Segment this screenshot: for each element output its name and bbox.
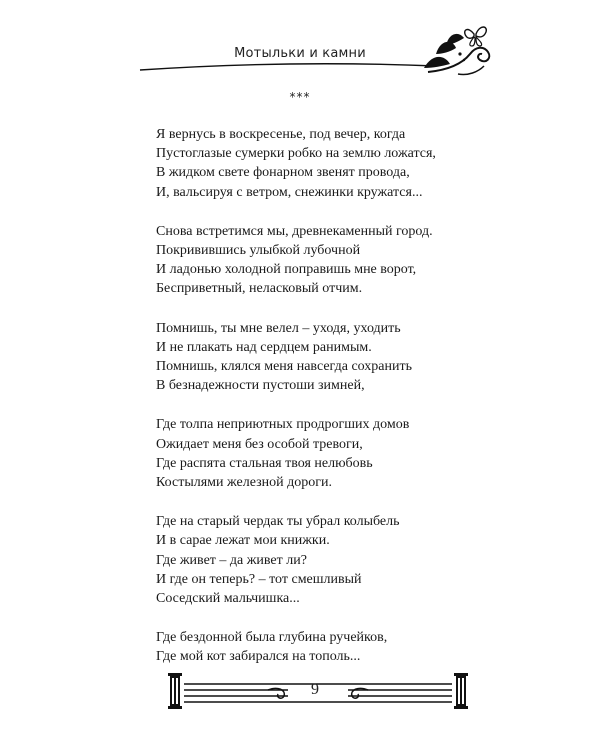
poem-line: И в сарае лежат мои книжки.: [156, 533, 330, 549]
poem-line: И где он теперь? – тот смешливый: [156, 571, 362, 587]
poem-line: Помнишь, ты мне велел – уходя, уходить: [156, 320, 401, 336]
poem-line: Ожидает меня без особой тревоги,: [156, 436, 363, 452]
poem-body: [156, 125, 536, 687]
running-title: Мотыльки и камни: [234, 46, 366, 61]
poem-line: Бесприветный, неласковый отчим.: [156, 281, 363, 297]
butterfly-flourish-icon: [418, 24, 498, 80]
page-number: 9: [311, 681, 319, 698]
poem-line: Я вернусь в воскресенье, под вечер, когда: [156, 127, 406, 142]
poem-line: Костылями железной дороги.: [156, 475, 332, 491]
poem-line: Снова встретимся мы, древнекаменный город.: [156, 223, 433, 239]
poem-line: Покривившись улыбкой лубочной: [156, 243, 361, 259]
stanza: [156, 125, 536, 202]
left-column-icon: [168, 673, 182, 709]
poem-line: Соседский мальчишка...: [156, 591, 300, 607]
poem-line: Где на старый чердак ты убрал колыбель: [156, 514, 400, 530]
poem-line: И ладонью холодной поправишь мне ворот,: [156, 262, 417, 278]
header-rule: [138, 60, 438, 74]
stanza: [156, 512, 536, 608]
right-column-icon: [454, 673, 468, 709]
stanza: [156, 319, 536, 396]
poem-line: В безнадежности пустоши зимней,: [156, 378, 365, 394]
poem-line: Пустоглазые сумерки робко на землю ложатся,: [156, 146, 436, 162]
poem-line: Где мой кот забирался на тополь...: [156, 649, 361, 665]
stanza: [156, 628, 536, 666]
poem-line: Где толпа неприютных продрогших домов: [156, 417, 410, 433]
section-asterism: ***: [289, 90, 311, 104]
poem-line: Где бездонной была глубина ручейков,: [156, 630, 388, 646]
poem-line: Где распята стальная твоя нелюбовь: [156, 455, 373, 471]
stanza: [156, 222, 536, 299]
poem-line: Помнишь, клялся меня навсегда сохранить: [156, 359, 413, 375]
poem-line: Где живет – да живет ли?: [156, 552, 307, 568]
poem-line: И не плакать над сердцем ранимым.: [156, 339, 372, 355]
poem-line: В жидком свете фонарном звенят провода,: [156, 165, 410, 181]
stanza: [156, 415, 536, 492]
poem-line: И, вальсируя с ветром, снежинки кружатся...: [156, 184, 423, 200]
